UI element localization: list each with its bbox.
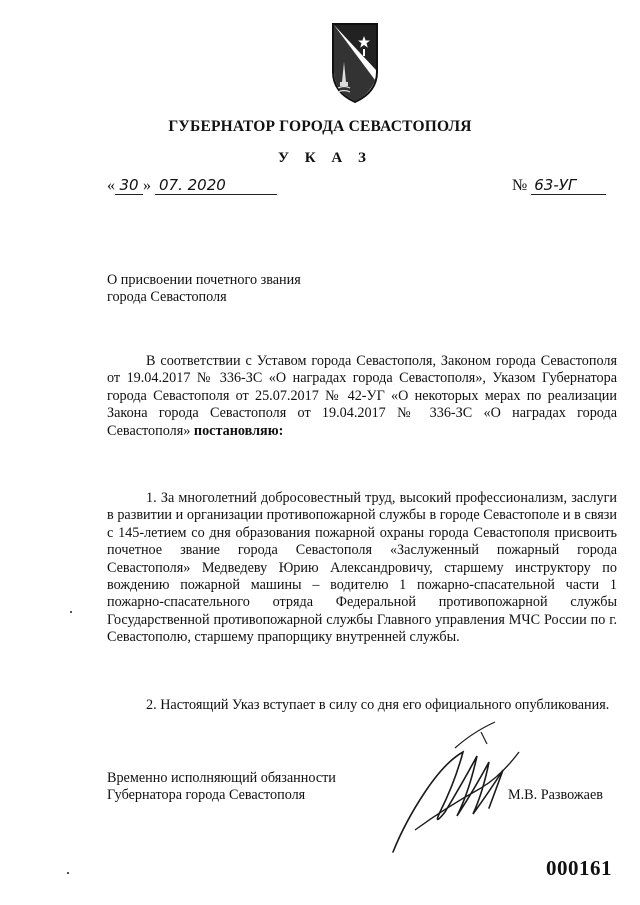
serial-number: 000161 <box>546 856 612 880</box>
decree-number <box>512 177 606 195</box>
date-month-year: 07. 2020 <box>155 177 277 195</box>
decree-colon: : <box>278 422 284 439</box>
date-day: 30 <box>115 177 143 195</box>
clause-1 <box>107 490 617 647</box>
number-value: 63-УГ <box>531 177 606 195</box>
issuing-authority: ГУБЕРНАТОР ГОРОДА СЕВАСТОПОЛЯ <box>168 118 472 135</box>
subject-line: города Севастополя <box>107 289 227 305</box>
signatory-name: М.В. Развожаев <box>508 787 603 803</box>
signatory-title <box>107 770 336 804</box>
clause-text: 2. Настоящий Указ вступает в силу со дня его официального опубликования. <box>146 697 610 713</box>
preamble <box>107 353 617 440</box>
signatory-title-line: Временно исполняющий обязанности <box>107 770 336 786</box>
signatory-title-line: Губернатора города Севастополя <box>107 787 306 803</box>
scan-mark <box>70 611 72 613</box>
decree-date <box>107 177 277 195</box>
handwritten-signature <box>385 712 525 862</box>
number-prefix: № <box>512 177 528 194</box>
date-open-quote: « <box>107 177 115 194</box>
scan-mark <box>67 872 69 874</box>
clause-text: 1. За многолетний добросовестный труд, высокий профессионализм, заслуги в развитии и организации противопожарной службы в городе Севастополе и в связи с 145-летием со дня образования пожарной охраны города Севастополя присвоить почетное звание города Севастополя «Заслуженный пожарный города Севастополя» Медведеву Юрию Александровичу, старшему инструктору по вождению пожарной машины – водителю 1 пожарно-спасательной части 1 пожарно-спасательного отряда Федеральной противопожарной службы Государственной противопожарной службы Главного управления МЧС России по г. Севастополю, старшему прапорщику внутренней службы. <box>107 490 617 646</box>
preamble-text: В соответствии с Уставом города Севастополя, Законом города Севастополя от 19.04.2017 № 336-ЗС «О наградах города Севастополя», Указом Губернатора города Севастополя от 25.07.2017 № 42-УГ «О некоторых мерах по реализации Закона города Севастополя от 19.04.2017 № 336-ЗС «О наградах города Севастополя» <box>107 353 617 439</box>
sevastopol-coat-of-arms-icon <box>330 22 380 104</box>
document-type: У К А З <box>278 150 372 166</box>
subject-line: О присвоении почетного звания <box>107 272 301 288</box>
decree-word: постановляю <box>193 422 279 439</box>
decree-subject <box>107 272 301 306</box>
date-close-quote: » <box>143 177 151 194</box>
clause-2 <box>107 697 617 714</box>
